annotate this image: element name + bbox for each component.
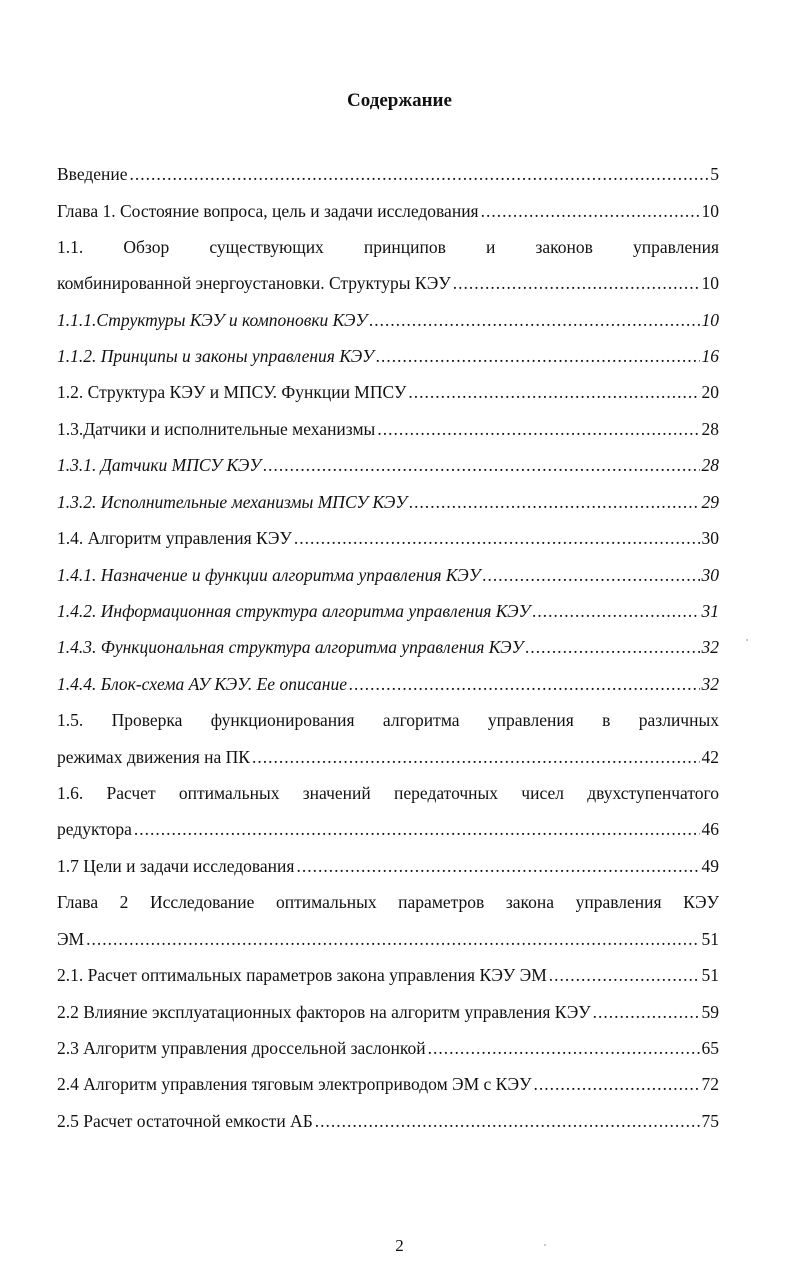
toc-entry-1-1-1: 1.1.1.Структуры КЭУ и компоновки КЭУ ..... 10 bbox=[57, 307, 719, 333]
toc-entry-chapter-1: Глава 1. Состояние вопроса, цель и задачи исследования ..... 10 bbox=[57, 198, 719, 224]
toc-entry-2-4: 2.4 Алгоритм управления тяговым электроприводом ЭМ с КЭУ ..... 72 bbox=[57, 1071, 719, 1097]
toc-entry-2-3: 2.3 Алгоритм управления дроссельной заслонкой ..... 65 bbox=[57, 1035, 719, 1061]
scan-speck bbox=[544, 1244, 546, 1246]
toc-entry-2-2: 2.2 Влияние эксплуатационных факторов на алгоритм управления КЭУ ..... 59 bbox=[57, 999, 719, 1025]
toc-entry-chapter-2-line2: ЭМ ..... 51 bbox=[57, 926, 719, 952]
toc-entry-1-5-line1: 1.5. Проверка функционирования алгоритма управления в различных bbox=[57, 710, 719, 730]
toc-entry-2-5: 2.5 Расчет остаточной емкости АБ ..... 75 bbox=[57, 1108, 719, 1134]
toc-entry-1-1-line2: комбинированной энергоустановки. Структуры КЭУ ..... 10 bbox=[57, 270, 719, 296]
toc-entry-1-7: 1.7 Цели и задачи исследования ..... 49 bbox=[57, 853, 719, 879]
toc-entry-1-3: 1.3.Датчики и исполнительные механизмы ..... 28 bbox=[57, 416, 719, 442]
toc-entry-1-4-1: 1.4.1. Назначение и функции алгоритма управления КЭУ ..... 30 bbox=[57, 562, 719, 588]
toc-entry-1-4-4: 1.4.4. Блок-схема АУ КЭУ. Ее описание ..... 32 bbox=[57, 671, 719, 697]
toc-entry-chapter-2-line1: Глава 2 Исследование оптимальных параметров закона управления КЭУ bbox=[57, 892, 719, 912]
toc-entry-introduction: Введение ..... 5 bbox=[57, 161, 719, 187]
toc-entry-1-3-2: 1.3.2. Исполнительные механизмы МПСУ КЭУ ..... 29 bbox=[57, 489, 719, 515]
toc-entry-1-1-line1: 1.1. Обзор существующих принципов и законов управления bbox=[57, 237, 719, 257]
toc-entry-1-3-1: 1.3.1. Датчики МПСУ КЭУ ..... 28 bbox=[57, 452, 719, 478]
toc-entry-1-2: 1.2. Структура КЭУ и МПСУ. Функции МПСУ ..... 20 bbox=[57, 379, 719, 405]
toc-entry-1-6-line1: 1.6. Расчет оптимальных значений передаточных чисел двухступенчатого bbox=[57, 783, 719, 803]
toc-entry-1-5-line2: режимах движения на ПК ..... 42 bbox=[57, 744, 719, 770]
toc-entry-2-1: 2.1. Расчет оптимальных параметров закона управления КЭУ ЭМ ..... 51 bbox=[57, 962, 719, 988]
page-number: 2 bbox=[395, 1236, 404, 1255]
toc-entry-1-1-2: 1.1.2. Принципы и законы управления КЭУ ..... 16 bbox=[57, 343, 719, 369]
scan-speck bbox=[746, 639, 748, 641]
toc-entry-1-4: 1.4. Алгоритм управления КЭУ ..... 30 bbox=[57, 525, 719, 551]
toc-entry-1-4-2: 1.4.2. Информационная структура алгоритма управления КЭУ ..... 31 bbox=[57, 598, 719, 624]
toc-entry-1-4-3: 1.4.3. Функциональная структура алгоритма управления КЭУ ..... 32 bbox=[57, 634, 719, 660]
page-title: Содержание bbox=[347, 90, 452, 111]
toc-entry-1-6-line2: редуктора ..... 46 bbox=[57, 816, 719, 842]
